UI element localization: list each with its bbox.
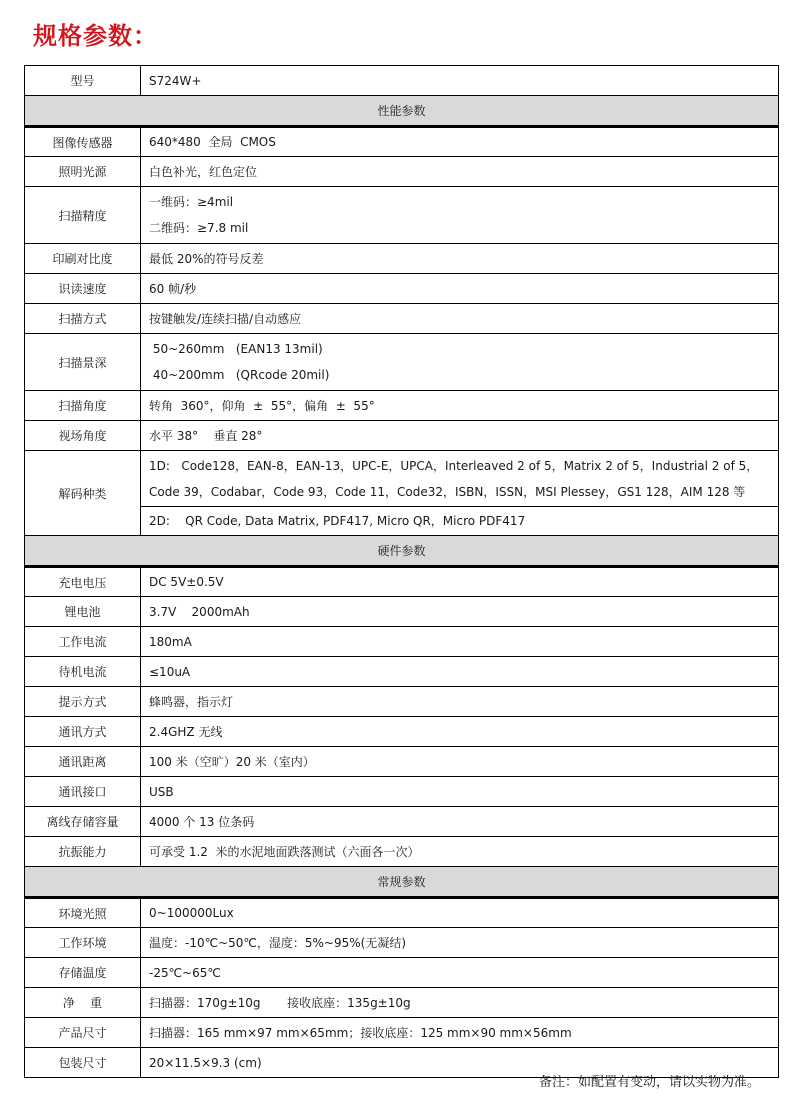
- spec-value-line: 一维码：≥4mil: [149, 195, 234, 209]
- spec-label: 锂电池: [25, 597, 141, 627]
- spec-row: [25, 747, 779, 777]
- spec-row: [25, 958, 779, 988]
- spec-label: 扫描景深: [25, 334, 141, 391]
- spec-label: 抗振能力: [25, 837, 141, 867]
- section-header-row: [25, 536, 779, 567]
- spec-label: 识读速度: [25, 274, 141, 304]
- spec-row: [25, 451, 779, 507]
- page-title: 规格参数：: [33, 22, 158, 50]
- spec-value-line: 20×11.5×9.3 (cm): [149, 1055, 262, 1070]
- spec-value-line: 180mA: [149, 634, 192, 649]
- spec-value: [141, 807, 779, 837]
- spec-value: [141, 334, 779, 391]
- spec-value-line: 可承受 1.2 米的水泥地面跌落测试（六面各一次）: [149, 844, 420, 859]
- spec-value-line: 100 米（空旷）20 米（室内）: [149, 754, 315, 769]
- spec-row: [25, 391, 779, 421]
- section-title: 性能参数: [25, 96, 779, 127]
- spec-value-line: Code 39，Codabar，Code 93，Code 11，Code32，ISBN，ISSN，MSI Plessey，GS1 128，AIM 128 等: [149, 484, 746, 499]
- spec-row: [25, 717, 779, 747]
- spec-value-line: 白色补光，红色定位: [149, 164, 258, 179]
- spec-label: 待机电流: [25, 657, 141, 687]
- spec-value-line: -25℃~65℃: [149, 965, 221, 980]
- spec-value-line: S724W+: [149, 73, 202, 88]
- spec-value-line: 扫描器：165 mm×97 mm×65mm；接收底座：125 mm×90 mm×56mm: [149, 1025, 572, 1040]
- spec-label: 工作电流: [25, 627, 141, 657]
- spec-row: [25, 898, 779, 928]
- spec-label: 包装尺寸: [25, 1048, 141, 1078]
- spec-value-line: 转角 360°，仰角 ± 55°，偏角 ± 55°: [149, 398, 375, 413]
- spec-value: [141, 421, 779, 451]
- spec-value: [141, 717, 779, 747]
- spec-row: [25, 187, 779, 244]
- spec-value: [141, 127, 779, 157]
- spec-value: [141, 687, 779, 717]
- spec-label: 印刷对比度: [25, 244, 141, 274]
- spec-label: 图像传感器: [25, 127, 141, 157]
- spec-value-line: 水平 38° 垂直 28°: [149, 428, 263, 443]
- spec-row: [25, 597, 779, 627]
- spec-row: [25, 304, 779, 334]
- spec-value: [141, 157, 779, 187]
- spec-label: 视场角度: [25, 421, 141, 451]
- spec-value: [141, 507, 779, 536]
- spec-label: 环境光照: [25, 898, 141, 928]
- spec-value-line: 2D: QR Code, Data Matrix, PDF417, Micro QR，Micro PDF417: [149, 514, 526, 528]
- spec-value: [141, 898, 779, 928]
- spec-value: [141, 627, 779, 657]
- spec-row: [25, 157, 779, 187]
- spec-value: [141, 657, 779, 687]
- spec-label: 扫描方式: [25, 304, 141, 334]
- spec-value: [141, 597, 779, 627]
- spec-row: [25, 657, 779, 687]
- spec-value-line: 0~100000Lux: [149, 906, 234, 920]
- spec-label: 存储温度: [25, 958, 141, 988]
- spec-label: 扫描角度: [25, 391, 141, 421]
- spec-label: 通讯距离: [25, 747, 141, 777]
- spec-value-line: 1D: Code128，EAN-8，EAN-13，UPC-E，UPCA，Interleaved 2 of 5，Matrix 2 of 5，Industrial 2 of 5，: [149, 458, 759, 473]
- spec-row: [25, 627, 779, 657]
- spec-value-line: 60 帧/秒: [149, 281, 197, 296]
- spec-row: [25, 1018, 779, 1048]
- spec-row: [25, 274, 779, 304]
- spec-value: [141, 988, 779, 1018]
- spec-value: [141, 567, 779, 597]
- spec-value: [141, 958, 779, 988]
- spec-value: [141, 928, 779, 958]
- spec-value: [141, 451, 779, 507]
- spec-value: [141, 391, 779, 421]
- spec-value-line: 蜂鸣器，指示灯: [149, 694, 234, 709]
- spec-value-line: 50~260mm (EAN13 13mil): [149, 342, 323, 356]
- spec-value-line: 按键触发/连续扫描/自动感应: [149, 311, 302, 326]
- spec-value: [141, 777, 779, 807]
- spec-value-line: DC 5V±0.5V: [149, 575, 224, 589]
- spec-label: 通讯接口: [25, 777, 141, 807]
- spec-value: [141, 244, 779, 274]
- spec-value-line: 扫描器：170g±10g 接收底座：135g±10g: [149, 995, 411, 1010]
- spec-value-line: 640*480 全局 CMOS: [149, 135, 276, 149]
- spec-label: 解码种类: [25, 451, 141, 536]
- spec-value-line: 最低 20%的符号反差: [149, 251, 264, 266]
- spec-row: [25, 687, 779, 717]
- spec-value-line: ≤10uA: [149, 664, 191, 679]
- spec-label: 扫描精度: [25, 187, 141, 244]
- spec-row: [25, 777, 779, 807]
- section-header-row: [25, 867, 779, 898]
- section-title: 硬件参数: [25, 536, 779, 567]
- spec-value-line: 二维码：≥7.8 mil: [149, 221, 249, 235]
- spec-value: [141, 187, 779, 244]
- spec-row: [25, 567, 779, 597]
- spec-label: 产品尺寸: [25, 1018, 141, 1048]
- spec-value-line: USB: [149, 784, 174, 799]
- spec-value: [141, 304, 779, 334]
- section-title: 常规参数: [25, 867, 779, 898]
- spec-label: 充电电压: [25, 567, 141, 597]
- spec-label: 净 重: [25, 988, 141, 1018]
- spec-label: 工作环境: [25, 928, 141, 958]
- spec-value: [141, 747, 779, 777]
- spec-row: [25, 66, 779, 96]
- spec-label: 型号: [25, 66, 141, 96]
- spec-value-line: 3.7V 2000mAh: [149, 604, 250, 619]
- spec-value: [141, 66, 779, 96]
- spec-row: [25, 334, 779, 391]
- spec-label: 通讯方式: [25, 717, 141, 747]
- spec-label: 照明光源: [25, 157, 141, 187]
- spec-value-line: 4000 个 13 位条码: [149, 814, 255, 829]
- spec-value: [141, 1018, 779, 1048]
- spec-table: [24, 65, 779, 1078]
- spec-value: [141, 837, 779, 867]
- spec-label: 离线存储容量: [25, 807, 141, 837]
- spec-label: 提示方式: [25, 687, 141, 717]
- spec-row: [25, 928, 779, 958]
- spec-row: [25, 988, 779, 1018]
- spec-row: [25, 421, 779, 451]
- section-header-row: [25, 96, 779, 127]
- spec-row: [25, 127, 779, 157]
- spec-value-line: 温度：-10℃~50℃，湿度：5%~95%(无凝结): [149, 935, 407, 950]
- spec-value-line: 40~200mm (QRcode 20mil): [149, 368, 330, 382]
- spec-row: [25, 837, 779, 867]
- spec-row: [25, 807, 779, 837]
- footnote: 备注：如配置有变动，请以实物为准。: [538, 1075, 760, 1090]
- spec-row: [25, 244, 779, 274]
- spec-value-line: 2.4GHZ 无线: [149, 724, 223, 739]
- spec-value: [141, 274, 779, 304]
